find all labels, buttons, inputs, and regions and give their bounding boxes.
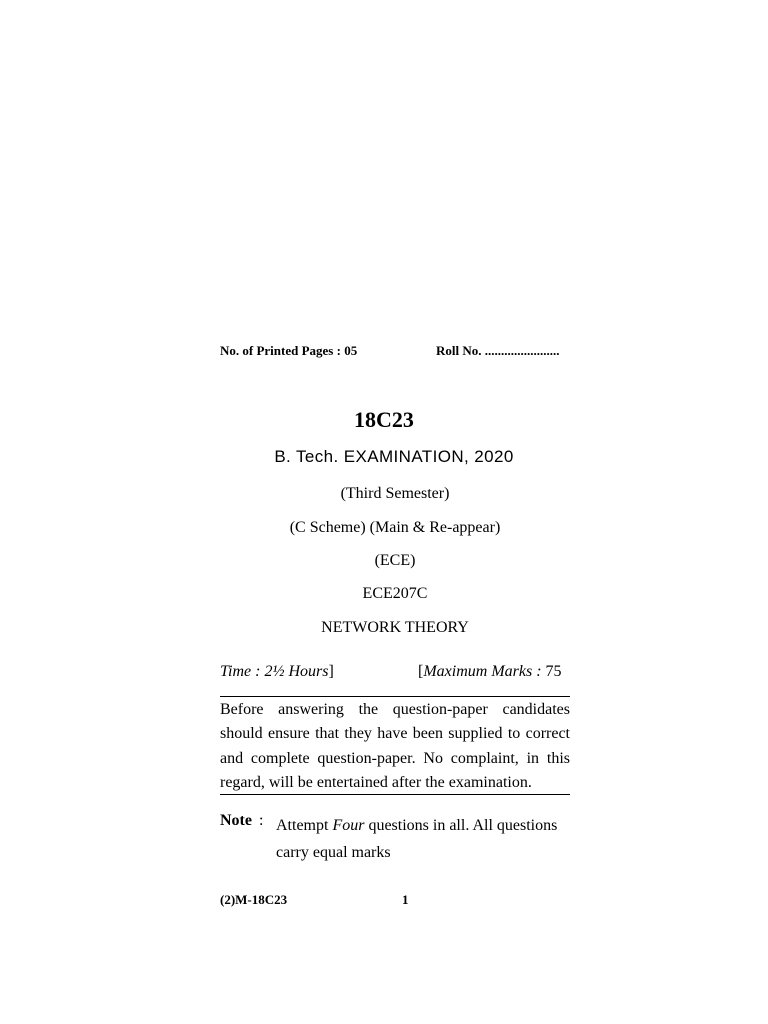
instructions-paragraph [220, 698, 570, 795]
branch: (ECE) [374, 552, 416, 569]
note-text-before: Attempt [276, 817, 333, 834]
time-bracket: ] [328, 663, 334, 680]
marks-bracket: [ [418, 663, 424, 680]
subject-title: NETWORK THEORY [321, 619, 469, 636]
scheme: (C Scheme) (Main & Re-appear) [289, 519, 501, 536]
maximum-marks [418, 663, 562, 681]
bottom-divider [220, 794, 570, 795]
instruction-line: regard, will be entertained after the examination. [220, 773, 532, 791]
semester: (Third Semester) [340, 485, 450, 502]
top-divider [220, 696, 570, 697]
time-label: Time : 2½ Hours [220, 663, 329, 680]
roll-number-field: Roll No. ....................... [436, 343, 560, 358]
page-number: 1 [402, 892, 409, 907]
course-code: ECE207C [362, 585, 428, 602]
paper-code: 18C23 [354, 407, 414, 432]
instruction-line: should ensure that they have been supplied to correct [220, 725, 570, 743]
note-text [276, 812, 570, 866]
exam-title: B. Tech. EXAMINATION, 2020 [274, 447, 514, 466]
note-label: Note [220, 812, 252, 829]
note-emphasis: Four [332, 817, 365, 834]
instruction-line: and complete question-paper. No complaint, in this [220, 749, 570, 767]
marks-value: 75 [545, 663, 562, 680]
note-colon: : [259, 812, 264, 829]
instruction-line: Before answering the question-paper candidates [220, 701, 570, 718]
footer-code: (2)M-18C23 [220, 892, 288, 907]
marks-label: Maximum Marks : [423, 663, 546, 680]
note-text-after: questions in all. All questions carry equal marks [276, 817, 558, 861]
time-allowed [220, 663, 334, 681]
printed-pages-label: No. of Printed Pages : 05 [220, 343, 358, 358]
